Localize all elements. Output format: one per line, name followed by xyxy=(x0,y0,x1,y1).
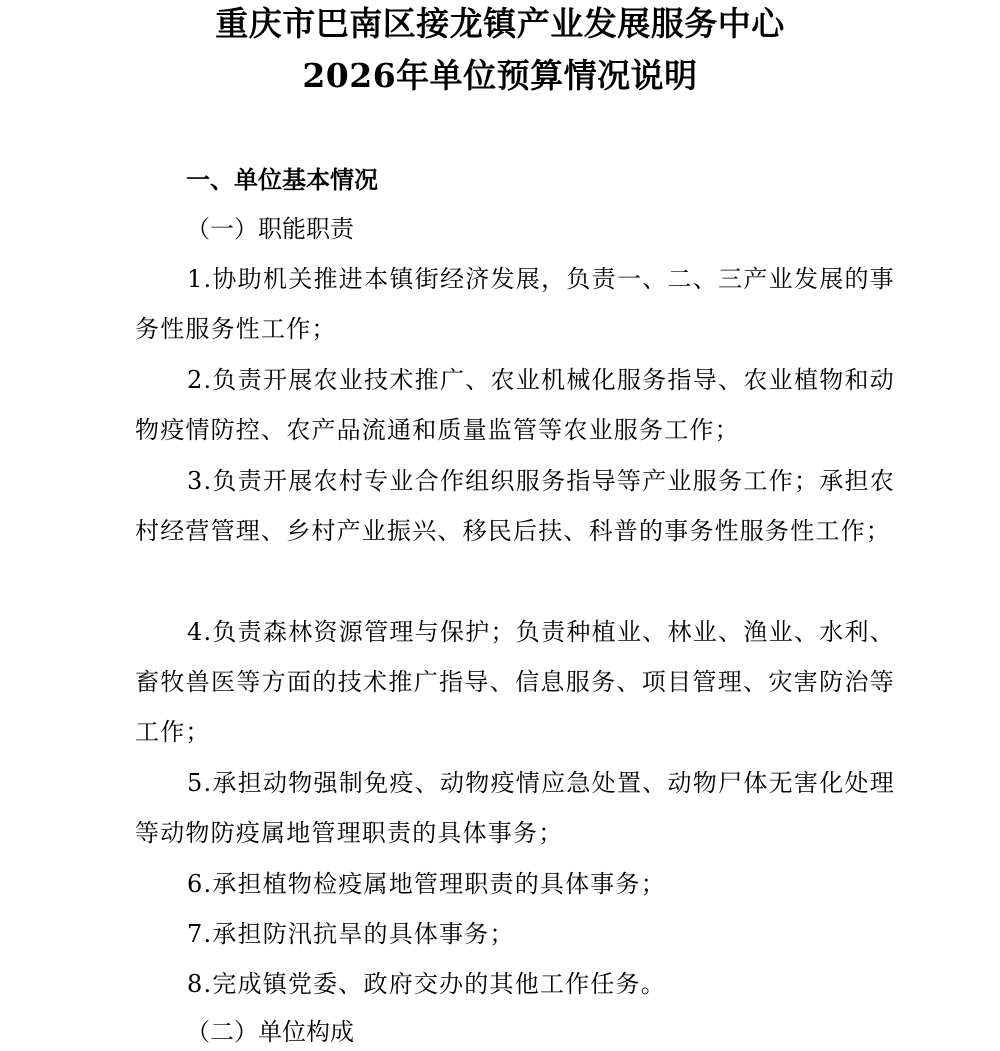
document-title-line1: 重庆市巴南区接龙镇产业发展服务中心 xyxy=(215,4,785,43)
duty-item-1: 1.协助机关推进本镇街经济发展，负责一、二、三产业发展的事务性服务性工作； xyxy=(135,265,895,343)
duty-item-3: 3.负责开展农村专业合作组织服务指导等产业服务工作；承担农村经营管理、乡村产业振兴、移民后扶、科普的事务性服务性工作； xyxy=(135,467,895,545)
duty-item-8: 8.完成镇党委、政府交办的其他工作任务。 xyxy=(187,970,666,998)
section-heading-basic-info: 一、单位基本情况 xyxy=(186,166,378,194)
duty-item-7: 7.承担防汛抗旱的具体事务； xyxy=(187,920,515,948)
duty-item-4: 4.负责森林资源管理与保护；负责种植业、林业、渔业、水利、畜牧兽医等方面的技术推广指导、信息服务、项目管理、灾害防治等工作； xyxy=(135,618,895,746)
subsection-heading-duties: （一）职能职责 xyxy=(186,215,354,243)
subsection-heading-composition: （二）单位构成 xyxy=(186,1018,354,1046)
duty-item-5: 5.承担动物强制免疫、动物疫情应急处置、动物尸体无害化处理等动物防疫属地管理职责的具体事务； xyxy=(135,769,895,847)
document-title-line2: 2026年单位预算情况说明 xyxy=(302,56,698,95)
duty-item-6: 6.承担植物检疫属地管理职责的具体事务； xyxy=(187,870,666,898)
duty-item-2: 2.负责开展农业技术推广、农业机械化服务指导、农业植物和动物疫情防控、农产品流通和质量监管等农业服务工作； xyxy=(135,366,895,444)
